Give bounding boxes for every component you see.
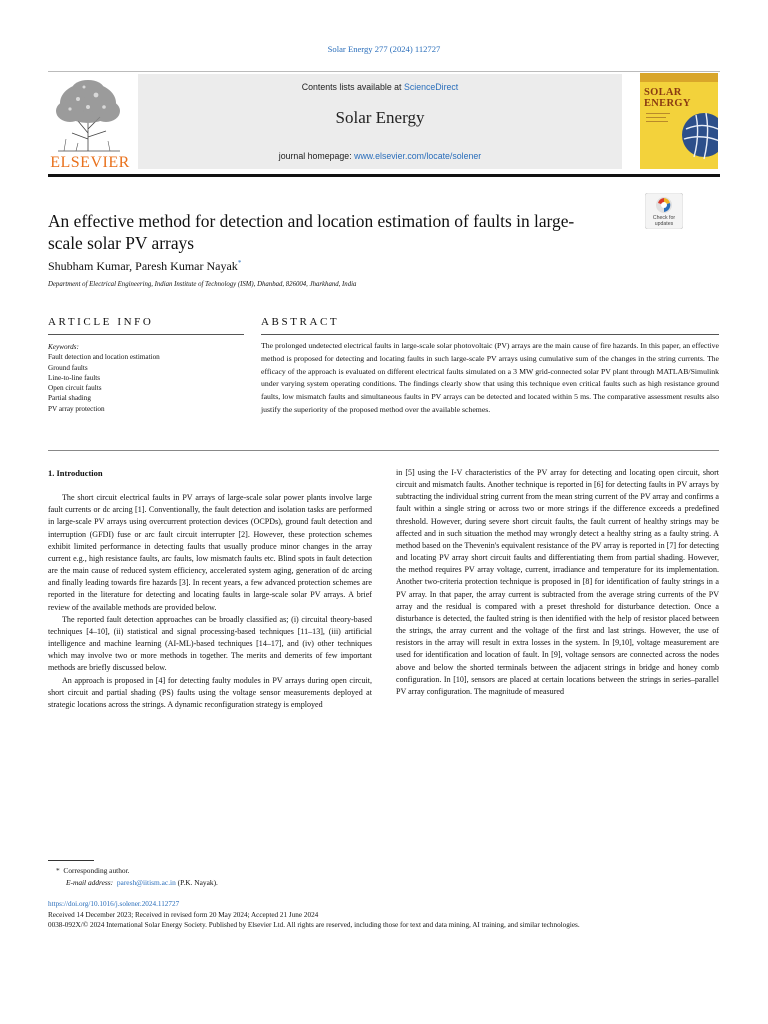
footnote-corr-label: Corresponding author.: [63, 866, 130, 875]
keyword-item: Fault detection and location estimation: [48, 353, 160, 362]
email-label: E-mail address:: [66, 878, 114, 887]
author-names[interactable]: Shubham Kumar, Paresh Kumar Nayak: [48, 259, 238, 273]
journal-cover-thumbnail[interactable]: [640, 73, 718, 169]
keyword-item: Ground faults: [48, 363, 88, 372]
corresponding-author-footnote: [56, 866, 130, 875]
paragraph: The reported fault detection approaches can be broadly classified as; (i) circuital theory-based techniques [4–10], (ii) statistical and signal processing-based techniques [11–13], (iii) artificial intelligence and machine learning (AI-ML)-based techniques [14–17], and (iv) other techniques which may involve two or more methods in together. The merits and demerits of few important methods are briefly discussed below.: [48, 614, 372, 673]
cover-title-line1: SOLAR: [644, 87, 682, 98]
keyword-item: Open circuit faults: [48, 384, 102, 393]
journal-citation[interactable]: [0, 44, 768, 54]
body-right-column: [396, 467, 719, 698]
homepage-link[interactable]: www.elsevier.com/locate/solener: [354, 151, 482, 161]
journal-title[interactable]: Solar Energy: [335, 108, 425, 127]
badge-label: Check for updates: [652, 215, 676, 227]
doi-link[interactable]: https://doi.org/10.1016/j.solener.2024.112727: [48, 900, 180, 908]
contents-prefix: Contents lists available at: [301, 82, 402, 92]
article-title: An effective method for detection and location estimation of faults in large-scale solar PV arrays: [48, 211, 575, 253]
email-suffix: (P.K. Nayak).: [177, 878, 218, 887]
masthead-top-rule: [48, 71, 720, 72]
footnote-rule: [48, 860, 94, 861]
keywords-block: [48, 342, 248, 414]
abstract-bottom-rule: [48, 450, 719, 451]
keywords-label: Keywords:: [48, 343, 79, 351]
email-footnote: [66, 878, 218, 887]
homepage-prefix: journal homepage:: [278, 151, 352, 161]
paragraph: The short circuit electrical faults in PV arrays of large-scale solar power plants involve large fault currents or dc arcing [1]. Conventionally, the fault detection and isolation tasks are performed in large-scale PV arrays using overcurrent protection devices (OCPDs), ground fault detection and interruption (GFDI) fuse or arc fault circuit interrupter [2]. However, these protection schemes exhibit limited performance in detecting faults that usually produce minor changes in the array current e.g., high resistance faults, arc faults, low mismatch faults etc. Blind spots in fault detection are the main cause of reduced system efficiency, accelerated system aging, generation of dc arcing and finally leading towards fire hazards [3]. In recent years, a few advanced protection schemes are reported in the literature for detecting and locating faults in large-scale solar PV arrays. A brief review of the available methods are provided below.: [48, 493, 372, 612]
publisher-logo-text: ELSEVIER: [50, 154, 130, 171]
contents-availability: [138, 82, 622, 92]
keyword-item: Partial shading: [48, 394, 91, 403]
journal-homepage: [138, 151, 622, 161]
corresponding-author-mark[interactable]: *: [237, 259, 242, 267]
section-heading-introduction: 1. Introduction: [48, 468, 103, 478]
article-info-heading: ARTICLE INFO: [48, 316, 154, 328]
check-for-updates-badge[interactable]: [645, 193, 683, 229]
journal-info-band: [138, 74, 622, 169]
footnote-mark: *: [56, 866, 60, 875]
author-list: [48, 259, 241, 274]
elsevier-tree-icon: [48, 77, 128, 155]
received-dates: Received 14 December 2023; Received in revised form 20 May 2024; Accepted 21 June 2024: [48, 910, 319, 919]
abstract-text: The prolonged undetected electrical faults in large-scale solar photovoltaic (PV) arrays are the main cause of fire hazards. In this paper, an effective method is proposed for detecting and locating faults in such large-scale PV arrays using cumulative sum of the changes in the string currents. The efficacy of the approach is evaluated on different electrical faults simulated on a 3 MW grid-connected solar PV plant through MATLAB/Simulink under varying system operating conditions. The findings clearly show that using this technique even critical faults such as high resistance ground faults, low mismatch faults and simultaneous faults in PV arrays can be detected and located within 5 ms. The comparative assessment results also justify the superiority of the proposed method over the available schemes.: [261, 341, 719, 414]
paragraph: in [5] using the I-V characteristics of the PV array for detecting and locating open circuit, short circuit and mismatch faults. Another technique is reported in [6] for detecting faults in PV arrays by subtracting the individual string current from the mean string current of the PV array and confirms a fault within a single string or across two or more strings if the difference exceeds a predefined threshold. However, during severe short circuit faults, the fault current of healthy strings may be affected and in such situation the method may wrongly detect a healthy string as a faulty string. A method based on the Thevenin's equivalent resistance of the PV array is reported in [7] for detecting and locating PV array short circuit faults and differentiating them from partial shading. However, the method requires PV array voltage, current, irradiance and temperature for its implementation. Another two-criteria protection technique is proposed in [8] for identification of faulty strings in a PV array. In that paper, the array current is subtracted from the average string currents of the PV array and the residual is compared with a preset threshold for disturbance detection. Once a disturbance is detected, the faulted string is then identified with the help of resistor placed between the strings, the array current and the voltage of the first and last strings. However, the use of resistors in the array will result in extra losses in the system. In [9,10], voltage measurement are used for identification and location of fault. In [9], voltage sensors are connected across the nodes above and below the shorted terminals between the adjacent strings in bridge and honey comb configuration. In [10], sensors are placed at certain locations between the strings in series–parallel PV array configuration. The magnitude of measured: [396, 468, 719, 696]
abstract-rule: [261, 334, 719, 335]
keyword-item: PV array protection: [48, 404, 105, 413]
abstract-heading: ABSTRACT: [261, 316, 340, 328]
sciencedirect-link[interactable]: ScienceDirect: [403, 82, 459, 92]
cover-globe-icon: [640, 73, 718, 169]
citation-link[interactable]: Solar Energy 277 (2024) 112727: [327, 44, 441, 54]
journal-masthead: [48, 71, 720, 176]
keyword-item: Line-to-line faults: [48, 373, 101, 382]
body-left-column: [48, 467, 372, 711]
author-email-link[interactable]: paresh@iitism.ac.in: [116, 878, 176, 887]
masthead-bottom-rule: [48, 174, 720, 177]
copyright-notice: 0038-092X/© 2024 International Solar Energy Society. Published by Elsevier Ltd. All rights are reserved, including those for text and data mining, AI training, and similar technologies.: [48, 921, 580, 930]
article-metadata: [48, 899, 720, 931]
cover-title-line2: ENERGY: [644, 98, 691, 109]
article-info-rule: [48, 334, 244, 335]
elsevier-logo[interactable]: [48, 77, 128, 169]
author-affiliation: Department of Electrical Engineering, Indian Institute of Technology (ISM), Dhanbad, 826004, Jharkhand, India: [48, 281, 357, 288]
paragraph: An approach is proposed in [4] for detecting faulty modules in PV arrays during open circuit, short circuit and partial shading (PS) faults using the voltage sensor measurements deployed at strategic locations across the strings. A dynamic reconfiguration strategy is employed: [48, 675, 372, 709]
